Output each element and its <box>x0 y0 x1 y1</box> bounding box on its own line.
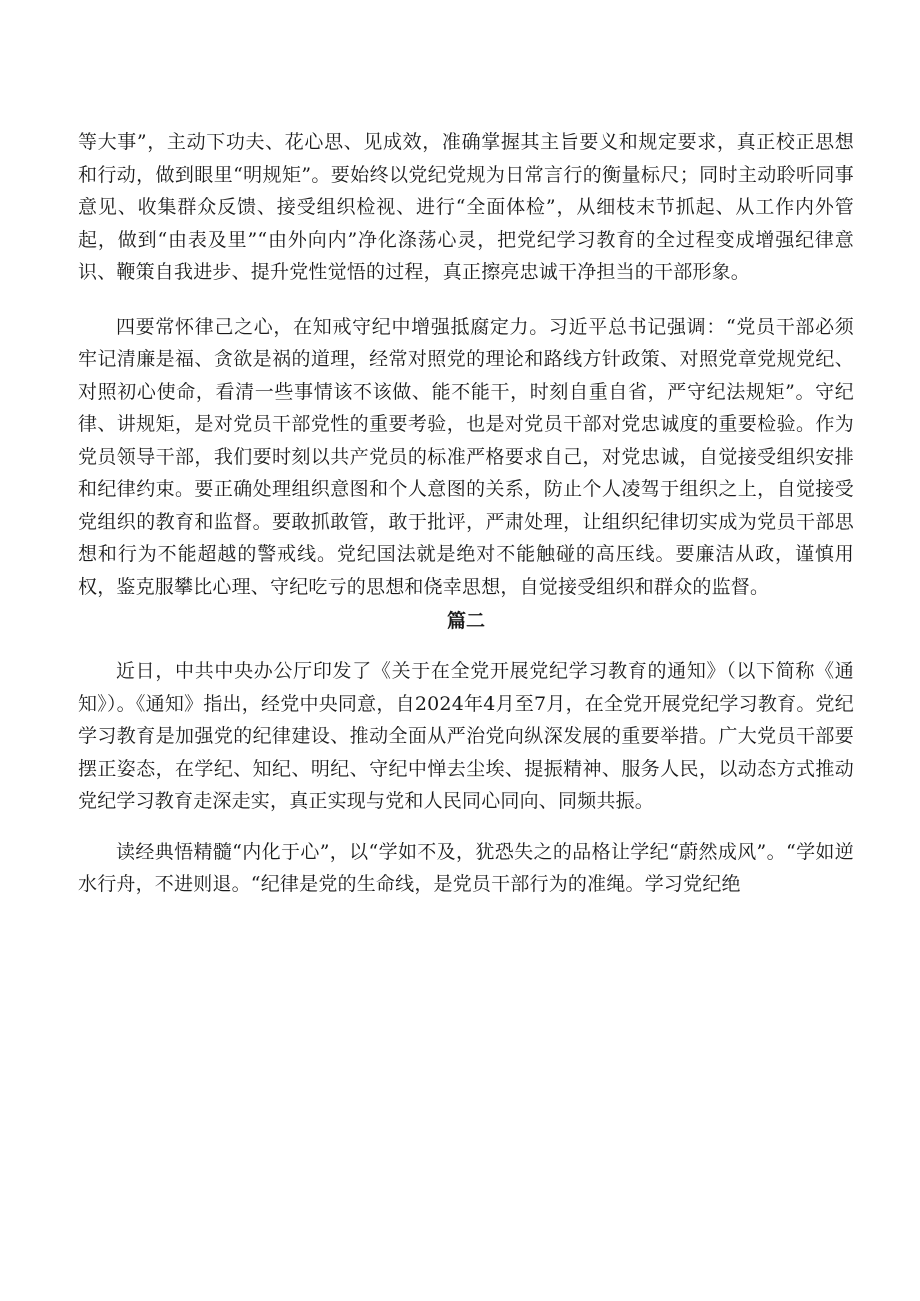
section-paragraph-intro: 近日，中共中央办公厅印发了《关于在全党开展党纪学习教育的通知》（以下简称《通知》）。《通知》指出，经党中央同意，自2024年4月至7月，在全党开展党纪学习教育。党纪学习教育是加强党的纪律建设、推动全面从严治党向纵深发展的重要举措。广大党员干部要摆正姿态，在学纪、知纪、明纪、守纪中惮去尘埃、提振精神、服务人民，以动态方式推动党纪学习教育走深走实，真正实现与党和人民同心同向、同频共振。 <box>78 660 854 812</box>
document-page <box>78 126 854 901</box>
paragraph-point-four: 四要常怀律己之心，在知戒守纪中增强抵腐定力。习近平总书记强调：“党员干部必须牢记清廉是福、贪欲是祸的道理，经常对照党的理论和路线方针政策、对照党章党规党纪、对照初心使命，看清一些事情该不该做、能不能干，时刻自重自省，严守纪法规矩”。守纪律、讲规矩，是对党员干部党性的重要考验，也是对党员干部对党忠诚度的重要检验。作为党员领导干部，我们要时刻以共产党员的标准严格要求自己，对党忠诚，自觉接受组织安排和纪律约束。要正确处理组织意图和个人意图的关系，防止个人凌驾于组织之上，自觉接受党组织的教育和监督。要敢抓敢管，敢于批评，严肃处理，让组织纪律切实成为党员干部思想和行为不能超越的警戒线。党纪国法就是绝对不能触碰的高压线。要廉洁从政，谨慎用权，鉴克服攀比心理、守纪吃亏的思想和侥幸思想，自觉接受组织和群众的监督。 <box>78 315 854 598</box>
section-paragraph-reading: 读经典悟精髓“内化于心”，以“学如不及，犹恐失之的品格让学纪“蔚然成风”。“学如逆水行舟，不进则退。“纪律是党的生命线，是党员干部行为的准绳。学习党纪绝 <box>78 840 854 895</box>
section-heading: 篇二 <box>446 610 485 632</box>
paragraph-continued: 等大事”，主动下功夫、花心思、见成效，准确掌握其主旨要义和规定要求，真正校正思想和行动，做到眼里“明规矩”。要始终以党纪党规为日常言行的衡量标尺；同时主动聆听同事意见、收集群众反馈、接受组织检视、进行“全面体检”，从细枝末节抓起、从工作内外管起，做到“由表及里”“由外向内”净化涤荡心灵，把党纪学习教育的全过程变成增强纪律意识、鞭策自我进步、提升党性觉悟的过程，真正擦亮忠诚干净担当的干部形象。 <box>78 131 854 283</box>
